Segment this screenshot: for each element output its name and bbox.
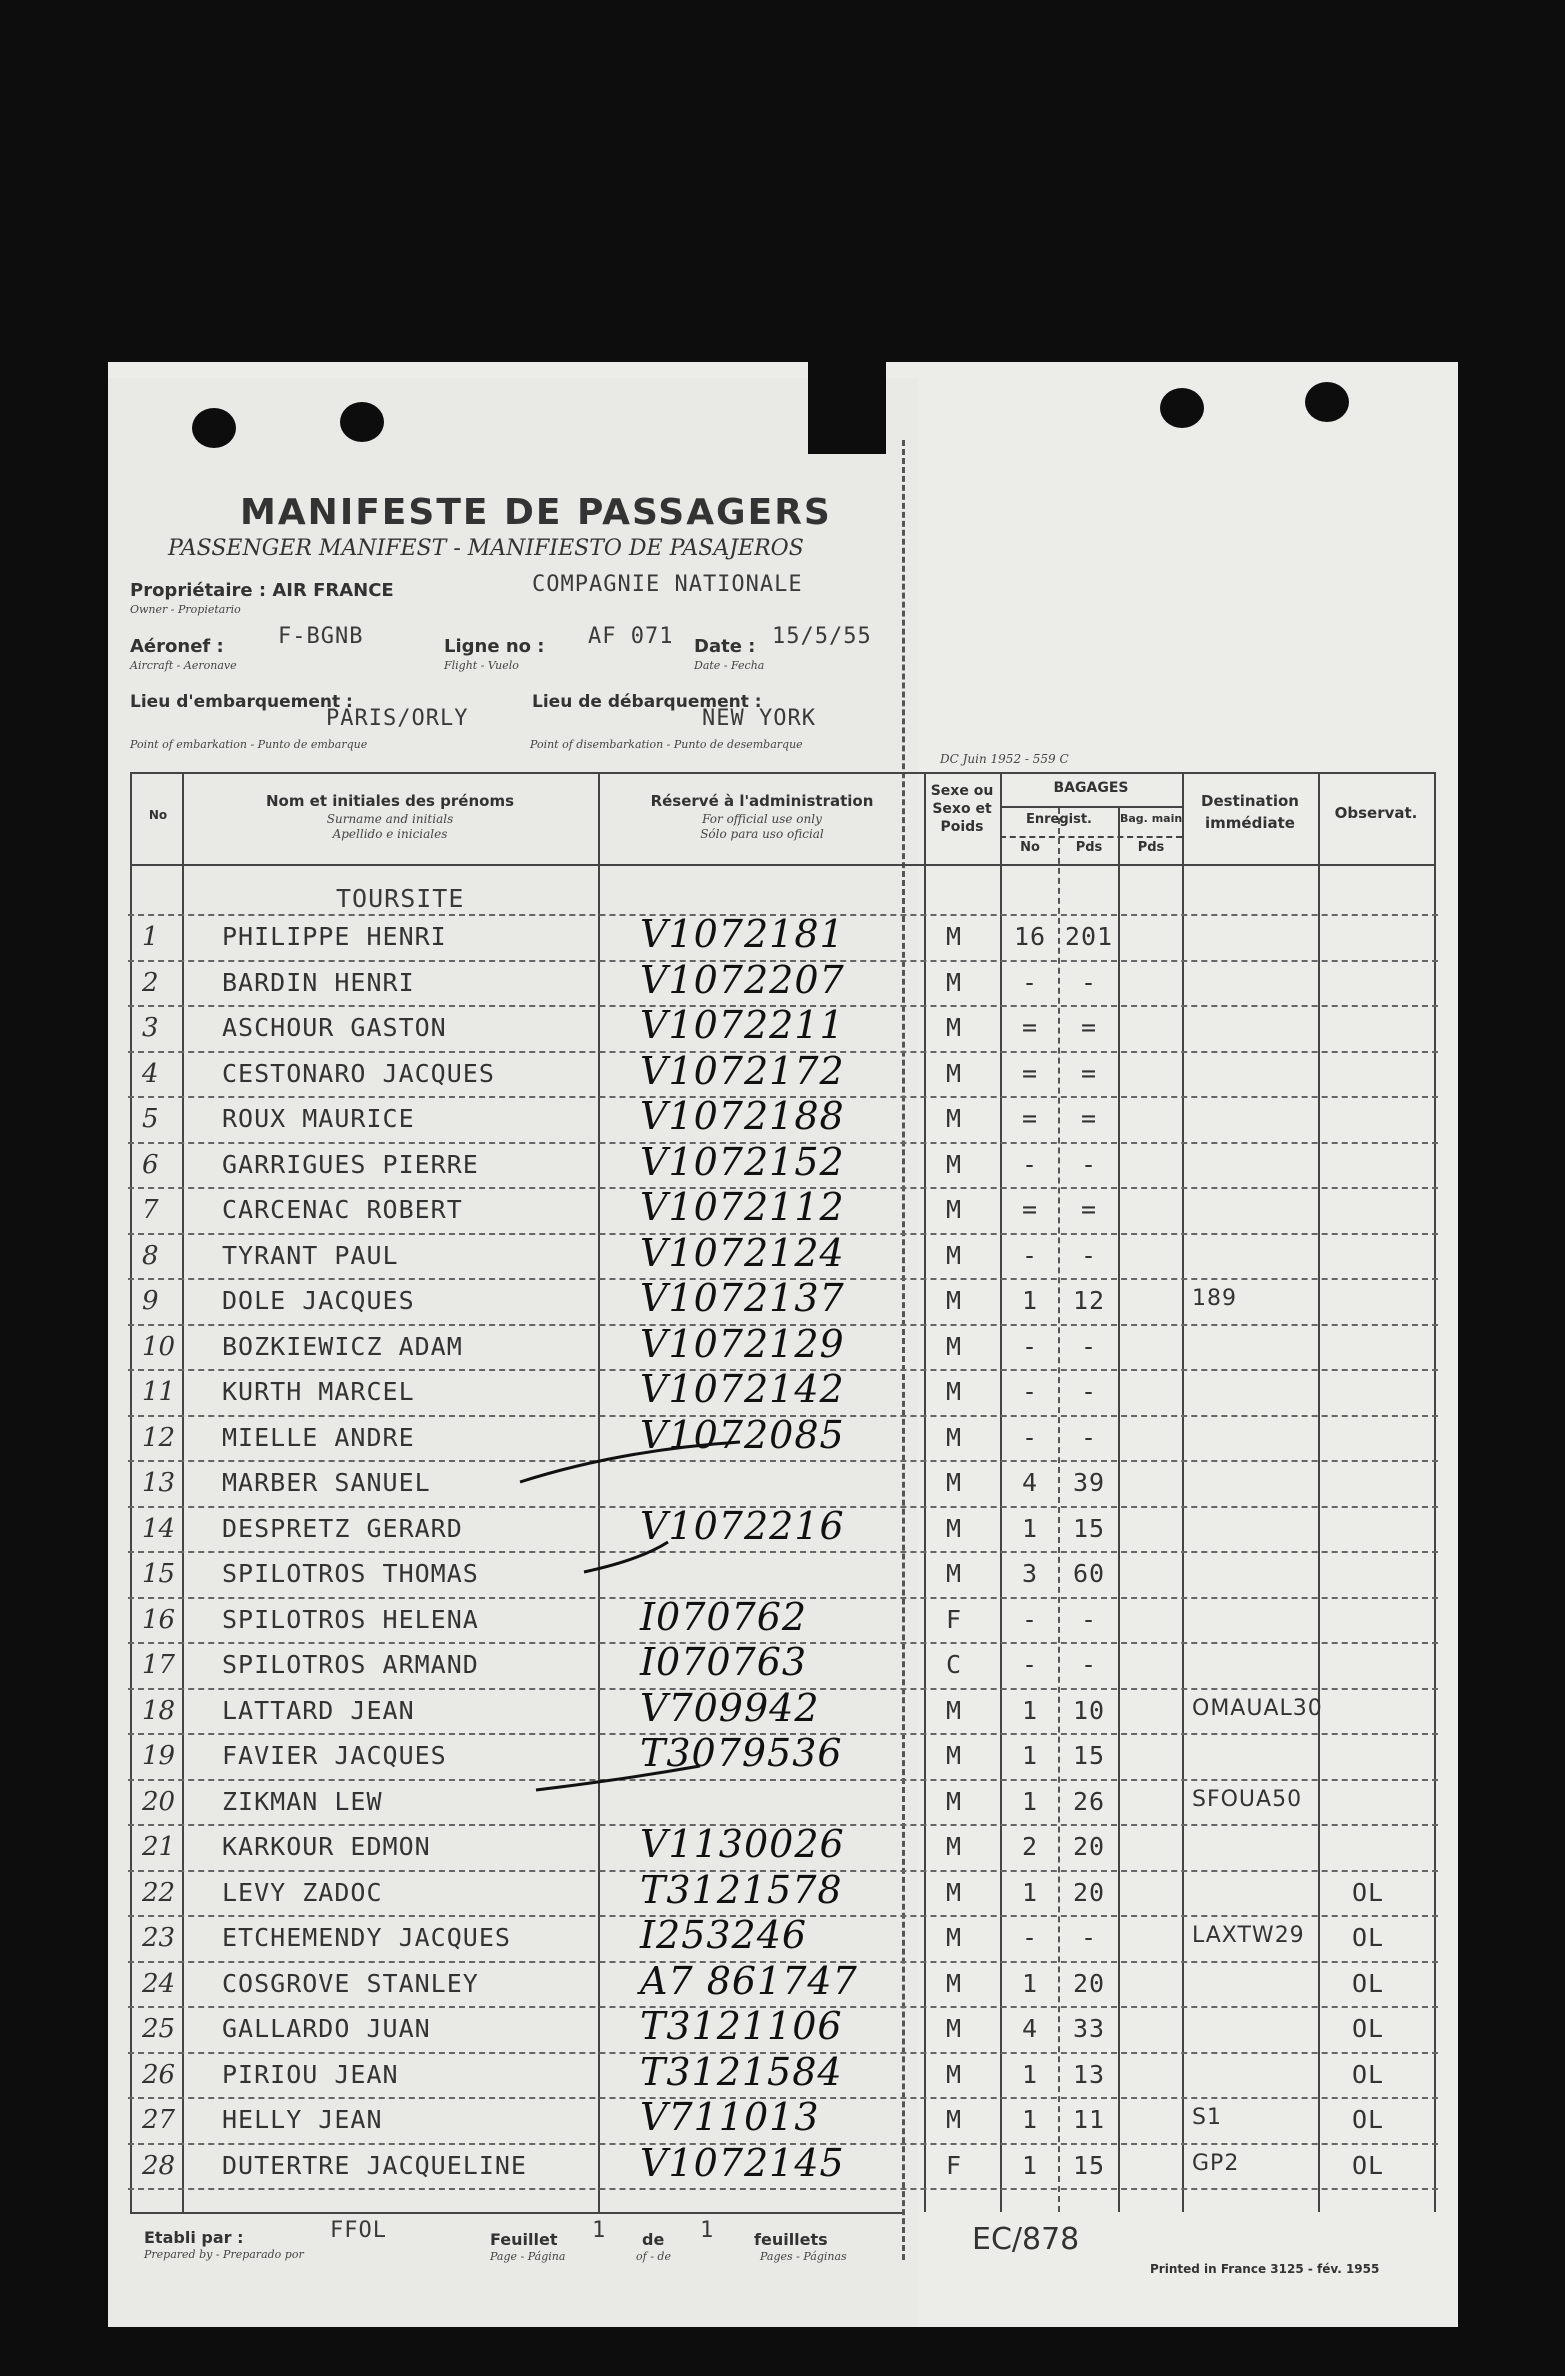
- bag-subheader-split: [1000, 836, 1182, 838]
- row-number: 3: [142, 1013, 159, 1043]
- row-number: 10: [142, 1331, 176, 1362]
- row-number: 26: [142, 2059, 176, 2090]
- debark-sublabel: Point of disembarkation - Punto de desembarque: [530, 738, 803, 751]
- row-number: 15: [142, 1559, 176, 1589]
- owner-value: COMPAGNIE NATIONALE: [532, 572, 803, 597]
- checked-bag-weight: =: [1080, 1058, 1098, 1088]
- checked-bag-weight: =: [1080, 1013, 1098, 1042]
- passenger-sex: M: [946, 1422, 963, 1452]
- checked-bag-weight: -: [1080, 1149, 1098, 1179]
- passenger-sex: M: [946, 1786, 963, 1816]
- checked-bag-count: 1: [1021, 2150, 1039, 2180]
- checked-bag-weight: 20: [1072, 1832, 1106, 1861]
- passenger-name: MARBER SANUEL: [222, 1468, 431, 1497]
- passenger-name: MIELLE ANDRE: [222, 1422, 415, 1452]
- official-ref: V1072124: [640, 1230, 845, 1275]
- official-ref: V709942: [640, 1685, 820, 1730]
- table-right-border: [1434, 772, 1436, 2212]
- official-ref: V1072112: [640, 1185, 845, 1229]
- col-divider-admin: [924, 772, 926, 2212]
- checked-bag-count: 4: [1021, 1468, 1039, 1497]
- passenger-name: PIRIOU JEAN: [222, 2059, 399, 2089]
- col-divider-hand: [1182, 772, 1184, 2212]
- row-number: 28: [142, 2150, 176, 2181]
- col-divider-dest: [1318, 772, 1320, 2212]
- col-header-admin-es: Sólo para uso oficial: [700, 827, 824, 841]
- row-number: 4: [142, 1058, 159, 1089]
- official-ref: V1072207: [640, 957, 845, 1002]
- checked-bag-weight: 60: [1072, 1559, 1106, 1588]
- col-header-admin-en: For official use only: [702, 812, 822, 826]
- passenger-name: PHILIPPE HENRI: [222, 922, 447, 951]
- form-code: DC Juin 1952 - 559 C: [940, 752, 1069, 766]
- passenger-name: ZIKMAN LEW: [222, 1786, 383, 1816]
- checked-bag-count: =: [1021, 1195, 1039, 1224]
- row-number: 12: [142, 1422, 176, 1453]
- row-number: 1: [142, 922, 159, 952]
- passenger-sex: M: [946, 1923, 963, 1952]
- checked-bag-weight: 201: [1064, 922, 1114, 951]
- row-number: 6: [142, 1149, 159, 1180]
- aircraft-value: F-BGNB: [278, 624, 364, 649]
- checked-bag-weight: =: [1080, 1104, 1098, 1133]
- row-number: 20: [142, 1786, 176, 1817]
- col-header-no: No: [148, 808, 168, 822]
- embark-label: Lieu d'embarquement :: [130, 692, 353, 712]
- passenger-sex: M: [946, 2059, 963, 2089]
- checked-bag-count: =: [1021, 1104, 1039, 1133]
- date-sublabel: Date - Fecha: [694, 659, 765, 672]
- passenger-name: ASCHOUR GASTON: [222, 1013, 447, 1042]
- checked-bag-count: 1: [1021, 1695, 1039, 1725]
- col-header-checked: Enregist.: [1025, 812, 1092, 827]
- row-rule: [128, 1551, 1438, 1553]
- checked-bag-weight: 15: [1072, 1513, 1106, 1543]
- row-number: 17: [142, 1650, 176, 1680]
- col-header-checked-no: No: [1020, 840, 1040, 855]
- passenger-sex: C: [946, 1650, 963, 1679]
- row-number: 9: [142, 1286, 159, 1316]
- col-header-name-en: Surname and initials: [326, 812, 454, 826]
- official-ref: V1072216: [640, 1503, 845, 1548]
- observation: OL: [1352, 1923, 1385, 1952]
- checked-bag-weight: 11: [1072, 2105, 1106, 2134]
- reference-number: EC/878: [972, 2222, 1080, 2257]
- col-divider-bag-pds: [1118, 808, 1120, 2212]
- checked-bag-count: 1: [1021, 1968, 1039, 1998]
- checked-bag-weight: 15: [1072, 1741, 1106, 1770]
- passenger-name: KARKOUR EDMON: [222, 1832, 431, 1861]
- passenger-sex: M: [946, 1968, 963, 1998]
- checked-bag-weight: 20: [1072, 1968, 1106, 1998]
- official-ref: V1072172: [640, 1048, 845, 1093]
- checked-bag-count: -: [1021, 967, 1039, 997]
- passenger-sex: M: [946, 1741, 963, 1770]
- passenger-sex: M: [946, 1513, 963, 1543]
- prepared-label: Etabli par :: [144, 2228, 244, 2247]
- col-header-hand-weight: Pds: [1137, 840, 1165, 855]
- row-number: 19: [142, 1741, 176, 1771]
- checked-bag-count: 1: [1021, 2105, 1039, 2134]
- official-ref: T3121106: [640, 2004, 843, 2048]
- row-number: 2: [142, 967, 159, 998]
- checked-bag-count: 1: [1021, 1877, 1039, 1907]
- embark-sublabel: Point of embarkation - Punto de embarque: [130, 738, 368, 751]
- official-ref: V1072145: [640, 2140, 845, 2185]
- table-header-border: [130, 864, 1436, 866]
- passenger-name: DOLE JACQUES: [222, 1286, 415, 1315]
- immediate-destination: SFOUA50: [1192, 1786, 1303, 1812]
- passenger-name: ROUX MAURICE: [222, 1104, 415, 1133]
- total-sheets-value: 1: [700, 2218, 715, 2243]
- observation: OL: [1352, 1877, 1385, 1907]
- checked-bag-weight: -: [1080, 1923, 1098, 1952]
- checked-bag-weight: =: [1080, 1195, 1098, 1224]
- passenger-sex: F: [946, 2150, 963, 2180]
- checked-bag-count: 1: [1021, 1286, 1039, 1315]
- table-left-border: [130, 772, 132, 2212]
- passenger-sex: M: [946, 1377, 963, 1406]
- checked-bag-count: -: [1021, 1923, 1039, 1952]
- checked-bag-count: 16: [1013, 922, 1047, 951]
- passenger-name: SPILOTROS THOMAS: [222, 1559, 479, 1588]
- flight-label: Ligne no :: [444, 636, 545, 657]
- paper-notch: [808, 362, 886, 454]
- checked-bag-weight: 33: [1072, 2014, 1106, 2043]
- passenger-sex: M: [946, 1877, 963, 1907]
- col-divider-no: [182, 772, 184, 2212]
- official-ref: V1072129: [640, 1321, 845, 1366]
- passenger-name: ETCHEMENDY JACQUES: [222, 1923, 511, 1952]
- passenger-sex: M: [946, 2105, 963, 2134]
- col-header-name: Nom et initiales des prénoms: [265, 792, 515, 810]
- official-ref: A7 861747: [640, 1958, 858, 2003]
- passenger-name: GALLARDO JUAN: [222, 2014, 431, 2043]
- immediate-destination: OMAUAL30: [1192, 1695, 1323, 1721]
- passenger-name: CESTONARO JACQUES: [222, 1058, 495, 1088]
- observation: OL: [1352, 2014, 1385, 2043]
- date-value: 15/5/55: [772, 624, 872, 649]
- passenger-sex: M: [946, 1559, 963, 1588]
- fold-line: [902, 440, 905, 2260]
- punch-hole-4: [1305, 382, 1349, 422]
- passenger-name: LEVY ZADOC: [222, 1877, 383, 1907]
- row-rule: [128, 2188, 1438, 2190]
- official-ref: T3121578: [640, 1867, 843, 1912]
- prepared-value: FFOL: [330, 2218, 387, 2243]
- checked-bag-count: -: [1021, 1604, 1039, 1634]
- sheet-value: 1: [592, 2218, 607, 2243]
- row-number: 18: [142, 1695, 176, 1726]
- col-header-sex: Sexe ou Sexo et Poids: [930, 783, 994, 835]
- passenger-sex: M: [946, 1149, 963, 1179]
- passenger-name: GARRIGUES PIERRE: [222, 1149, 479, 1179]
- row-number: 8: [142, 1240, 159, 1271]
- row-number: 16: [142, 1604, 176, 1635]
- checked-bag-count: -: [1021, 1331, 1039, 1361]
- aircraft-label: Aéronef :: [130, 636, 224, 657]
- official-ref: I070763: [640, 1640, 808, 1684]
- immediate-destination: S1: [1192, 2105, 1222, 2130]
- punch-hole-2: [340, 402, 384, 442]
- passenger-name: BOZKIEWICZ ADAM: [222, 1331, 463, 1361]
- immediate-destination: GP2: [1192, 2150, 1240, 2176]
- checked-bag-weight: -: [1080, 1650, 1098, 1679]
- row-number: 7: [142, 1195, 159, 1225]
- checked-bag-weight: -: [1080, 1604, 1098, 1634]
- passenger-name: COSGROVE STANLEY: [222, 1968, 479, 1998]
- passenger-name: DESPRETZ GERARD: [222, 1513, 463, 1543]
- passenger-name: FAVIER JACQUES: [222, 1741, 447, 1770]
- official-ref: T3079536: [640, 1731, 843, 1775]
- row-number: 22: [142, 1877, 176, 1908]
- col-header-destination: Destination immédiate: [1201, 792, 1299, 832]
- official-ref: V1072142: [640, 1367, 845, 1411]
- passenger-sex: M: [946, 1058, 963, 1088]
- row-number: 11: [142, 1377, 176, 1407]
- col-header-admin: Réservé à l'administration: [650, 792, 874, 810]
- official-ref: V1072181: [640, 912, 845, 956]
- checked-bag-count: -: [1021, 1240, 1039, 1270]
- checked-bag-count: 1: [1021, 1786, 1039, 1816]
- row-number: 14: [142, 1513, 176, 1544]
- checked-bag-weight: -: [1080, 967, 1098, 997]
- sheet-label: Feuillet: [490, 2230, 558, 2249]
- passenger-sex: M: [946, 1468, 963, 1497]
- of-label: de: [642, 2230, 665, 2249]
- passenger-sex: M: [946, 967, 963, 997]
- prepared-sublabel: Prepared by - Preparado por: [144, 2248, 304, 2261]
- checked-bag-count: 3: [1021, 1559, 1039, 1588]
- printed-note: Printed in France 3125 - fév. 1955: [1150, 2262, 1380, 2276]
- checked-bag-count: -: [1021, 1650, 1039, 1679]
- checked-bag-count: 1: [1021, 1741, 1039, 1770]
- table-top-border: [130, 772, 1436, 774]
- passenger-name: DUTERTRE JACQUELINE: [222, 2150, 527, 2180]
- passenger-sex: M: [946, 1331, 963, 1361]
- passenger-name: SPILOTROS ARMAND: [222, 1650, 479, 1679]
- col-header-name-es: Apellido e iniciales: [332, 827, 448, 841]
- col-header-baggage: BAGAGES: [1053, 780, 1129, 796]
- row-number: 5: [142, 1104, 159, 1134]
- footer-rule: [130, 2212, 902, 2214]
- checked-bag-count: 2: [1021, 1832, 1039, 1861]
- row-number: 25: [142, 2014, 176, 2044]
- punch-hole-1: [192, 408, 236, 448]
- sheets-label: feuillets: [754, 2230, 828, 2249]
- official-ref: V1072152: [640, 1139, 845, 1184]
- aircraft-sublabel: Aircraft - Aeronave: [130, 659, 237, 672]
- sheet-sublabel: Page - Página: [490, 2250, 566, 2263]
- row-number: 23: [142, 1923, 176, 1953]
- strike-lines: [500, 1420, 760, 1580]
- official-ref: V1072137: [640, 1276, 845, 1320]
- official-ref: T3121584: [640, 2049, 843, 2094]
- passenger-name: CARCENAC ROBERT: [222, 1195, 463, 1224]
- checked-bag-count: =: [1021, 1058, 1039, 1088]
- observation: OL: [1352, 2150, 1385, 2180]
- page-subtitle: PASSENGER MANIFEST - MANIFIESTO DE PASAJEROS: [168, 536, 804, 561]
- flight-value: AF 071: [588, 624, 674, 649]
- checked-bag-weight: 10: [1072, 1695, 1106, 1725]
- row-rule: [128, 1460, 1438, 1462]
- immediate-destination: 189: [1192, 1286, 1237, 1311]
- col-header-checked-weight: Pds: [1075, 840, 1103, 855]
- debark-label: Lieu de débarquement :: [532, 692, 762, 712]
- debark-value: NEW YORK: [702, 706, 816, 731]
- passenger-sex: M: [946, 1195, 963, 1224]
- passenger-name: HELLY JEAN: [222, 2105, 383, 2134]
- passenger-sex: M: [946, 1013, 963, 1042]
- date-label: Date :: [694, 636, 756, 657]
- passenger-sex: M: [946, 1695, 963, 1725]
- checked-bag-weight: -: [1080, 1240, 1098, 1270]
- official-ref: V1072188: [640, 1094, 845, 1138]
- passenger-sex: M: [946, 1104, 963, 1133]
- passenger-sex: M: [946, 1240, 963, 1270]
- observation: OL: [1352, 2105, 1385, 2134]
- checked-bag-weight: 12: [1072, 1286, 1106, 1315]
- embark-value: PARIS/ORLY: [326, 706, 469, 731]
- row-number: 21: [142, 1832, 176, 1862]
- checked-bag-weight: 20: [1072, 1877, 1106, 1907]
- official-ref: I070762: [640, 1594, 808, 1639]
- official-ref: I253246: [640, 1913, 808, 1957]
- col-header-observations: Observat.: [1334, 804, 1418, 822]
- immediate-destination: LAXTW29: [1192, 1923, 1305, 1948]
- sheets-sublabel: Pages - Páginas: [760, 2250, 847, 2263]
- checked-bag-weight: 13: [1072, 2059, 1106, 2089]
- col-header-hand: Bag. main: [1120, 812, 1183, 825]
- checked-bag-count: 4: [1021, 2014, 1039, 2043]
- official-ref: V1072211: [640, 1003, 845, 1047]
- passenger-name: KURTH MARCEL: [222, 1377, 415, 1406]
- checked-bag-weight: -: [1080, 1422, 1098, 1452]
- observation: OL: [1352, 2059, 1385, 2089]
- passenger-sex: M: [946, 1286, 963, 1315]
- passenger-sex: M: [946, 922, 963, 951]
- punch-hole-3: [1160, 388, 1204, 428]
- bag-header-split: [1000, 806, 1182, 808]
- flight-sublabel: Flight - Vuelo: [444, 659, 519, 672]
- row-number: 27: [142, 2105, 176, 2135]
- checked-bag-count: 1: [1021, 1513, 1039, 1543]
- checked-bag-weight: -: [1080, 1331, 1098, 1361]
- passenger-sex: M: [946, 1832, 963, 1861]
- strike-line-zikman: [530, 1740, 730, 1800]
- passenger-name: LATTARD JEAN: [222, 1695, 415, 1725]
- of-sublabel: of - de: [636, 2250, 671, 2263]
- owner-sublabel: Owner - Propietario: [130, 603, 241, 616]
- checked-bag-weight: -: [1080, 1377, 1098, 1406]
- class-label: TOURSITE: [336, 884, 465, 913]
- checked-bag-count: 1: [1021, 2059, 1039, 2089]
- checked-bag-weight: 15: [1072, 2150, 1106, 2180]
- observation: OL: [1352, 1968, 1385, 1998]
- passenger-name: TYRANT PAUL: [222, 1240, 399, 1270]
- checked-bag-weight: 39: [1072, 1468, 1106, 1497]
- official-ref: V1072085: [640, 1412, 845, 1457]
- passenger-name: BARDIN HENRI: [222, 967, 415, 997]
- official-ref: V711013: [640, 2095, 820, 2139]
- checked-bag-count: =: [1021, 1013, 1039, 1042]
- col-divider-sex: [1000, 772, 1002, 2212]
- row-number: 13: [142, 1468, 176, 1498]
- checked-bag-count: -: [1021, 1377, 1039, 1406]
- row-number: 24: [142, 1968, 176, 1999]
- passenger-sex: F: [946, 1604, 963, 1634]
- official-ref: V1130026: [640, 1822, 845, 1866]
- checked-bag-count: -: [1021, 1422, 1039, 1452]
- passenger-sex: M: [946, 2014, 963, 2043]
- checked-bag-weight: 26: [1072, 1786, 1106, 1816]
- owner-label: Propriétaire : AIR FRANCE: [130, 580, 394, 601]
- checked-bag-count: -: [1021, 1149, 1039, 1179]
- page-title: MANIFESTE DE PASSAGERS: [240, 492, 832, 533]
- passenger-name: SPILOTROS HELENA: [222, 1604, 479, 1634]
- row-rule: [128, 1779, 1438, 1781]
